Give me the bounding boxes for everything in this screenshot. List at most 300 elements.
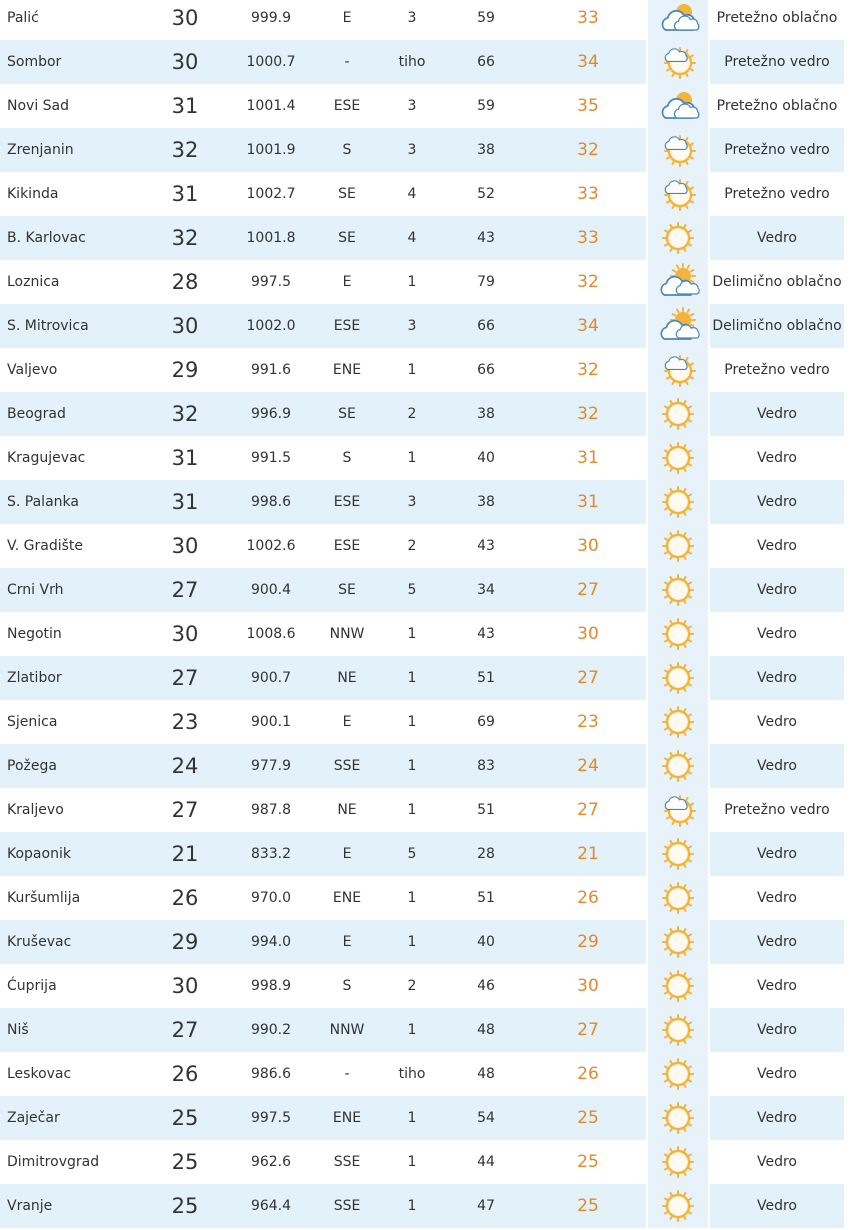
temperature: 29 [140, 920, 230, 964]
table-row-24 [0, 1008, 844, 1052]
pressure: 996.9 [230, 392, 312, 436]
wind-direction: - [312, 1052, 382, 1096]
sun-icon [656, 746, 700, 786]
weather-description: Vedro [710, 216, 844, 260]
weather-icon-cell [646, 260, 710, 304]
pressure: 1002.0 [230, 304, 312, 348]
wind-direction: E [312, 0, 382, 40]
weather-icon-cell [646, 480, 710, 524]
table-row-6 [0, 216, 844, 260]
wind-direction: SE [312, 216, 382, 260]
wind-speed: tiho [382, 40, 442, 84]
wind-speed: 1 [382, 656, 442, 700]
weather-description: Pretežno oblačno [710, 84, 844, 128]
table-row-22 [0, 920, 844, 964]
temperature: 27 [140, 1008, 230, 1052]
weather-icon-cell [646, 700, 710, 744]
pressure: 999.9 [230, 0, 312, 40]
temperature: 25 [140, 1184, 230, 1228]
pressure: 1008.6 [230, 612, 312, 656]
temperature: 29 [140, 348, 230, 392]
weather-icon-cell [646, 920, 710, 964]
temperature: 26 [140, 1052, 230, 1096]
mostly-clear-icon [656, 350, 700, 390]
sun-icon [656, 1054, 700, 1094]
mostly-clear-icon [656, 790, 700, 830]
weather-icon-cell [646, 128, 710, 172]
feels-like-temperature: 33 [530, 0, 646, 40]
wind-speed: 1 [382, 436, 442, 480]
city-name: B. Karlovac [0, 216, 140, 260]
feels-like-temperature: 26 [530, 1052, 646, 1096]
wind-speed: 1 [382, 744, 442, 788]
table-row-13 [0, 524, 844, 568]
weather-description: Vedro [710, 1184, 844, 1228]
wind-direction: ENE [312, 1096, 382, 1140]
temperature: 28 [140, 260, 230, 304]
feels-like-temperature: 30 [530, 612, 646, 656]
sun-icon [656, 218, 700, 258]
table-row-27 [0, 1140, 844, 1184]
temperature: 23 [140, 700, 230, 744]
sun-icon [656, 1098, 700, 1138]
feels-like-temperature: 27 [530, 568, 646, 612]
table-row-11 [0, 436, 844, 480]
pressure: 986.6 [230, 1052, 312, 1096]
humidity: 51 [442, 876, 530, 920]
weather-icon-cell [646, 1008, 710, 1052]
pressure: 962.6 [230, 1140, 312, 1184]
city-name: Vranje [0, 1184, 140, 1228]
temperature: 21 [140, 832, 230, 876]
city-name: Novi Sad [0, 84, 140, 128]
wind-speed: 3 [382, 480, 442, 524]
weather-description: Vedro [710, 1096, 844, 1140]
temperature: 31 [140, 480, 230, 524]
wind-speed: 1 [382, 348, 442, 392]
weather-description: Pretežno vedro [710, 172, 844, 216]
wind-direction: SE [312, 568, 382, 612]
city-name: Niš [0, 1008, 140, 1052]
wind-direction: E [312, 832, 382, 876]
weather-description: Vedro [710, 436, 844, 480]
humidity: 43 [442, 216, 530, 260]
table-row-21 [0, 876, 844, 920]
mostly-clear-icon [656, 174, 700, 214]
temperature: 24 [140, 744, 230, 788]
sun-icon [656, 614, 700, 654]
feels-like-temperature: 24 [530, 744, 646, 788]
temperature: 30 [140, 0, 230, 40]
feels-like-temperature: 35 [530, 84, 646, 128]
feels-like-temperature: 34 [530, 40, 646, 84]
temperature: 32 [140, 216, 230, 260]
temperature: 27 [140, 568, 230, 612]
weather-icon-cell [646, 744, 710, 788]
table-row-23 [0, 964, 844, 1008]
wind-direction: E [312, 700, 382, 744]
weather-description: Pretežno oblačno [710, 0, 844, 40]
humidity: 43 [442, 524, 530, 568]
feels-like-temperature: 30 [530, 964, 646, 1008]
pressure: 1001.8 [230, 216, 312, 260]
wind-direction: S [312, 128, 382, 172]
pressure: 987.8 [230, 788, 312, 832]
pressure: 970.0 [230, 876, 312, 920]
wind-speed: 1 [382, 1184, 442, 1228]
humidity: 66 [442, 40, 530, 84]
weather-description: Pretežno vedro [710, 40, 844, 84]
wind-speed: 3 [382, 304, 442, 348]
humidity: 79 [442, 260, 530, 304]
weather-icon-cell [646, 1140, 710, 1184]
wind-direction: NNW [312, 1008, 382, 1052]
temperature: 27 [140, 656, 230, 700]
pressure: 998.6 [230, 480, 312, 524]
weather-icon-cell [646, 876, 710, 920]
city-name: Ćuprija [0, 964, 140, 1008]
weather-icon-cell [646, 0, 710, 40]
feels-like-temperature: 33 [530, 216, 646, 260]
table-row-15 [0, 612, 844, 656]
weather-icon-cell [646, 612, 710, 656]
wind-direction: ESE [312, 480, 382, 524]
weather-icon-cell [646, 40, 710, 84]
wind-speed: 4 [382, 216, 442, 260]
wind-speed: 2 [382, 964, 442, 1008]
city-name: Kikinda [0, 172, 140, 216]
pressure: 991.5 [230, 436, 312, 480]
weather-description: Vedro [710, 392, 844, 436]
pressure: 1001.9 [230, 128, 312, 172]
feels-like-temperature: 25 [530, 1184, 646, 1228]
weather-icon-cell [646, 656, 710, 700]
weather-description: Pretežno vedro [710, 348, 844, 392]
humidity: 59 [442, 0, 530, 40]
weather-icon-cell [646, 1184, 710, 1228]
table-row-14 [0, 568, 844, 612]
feels-like-temperature: 27 [530, 788, 646, 832]
wind-speed: 1 [382, 1140, 442, 1184]
city-name: Zlatibor [0, 656, 140, 700]
wind-speed: 4 [382, 172, 442, 216]
feels-like-temperature: 26 [530, 876, 646, 920]
weather-description: Delimično oblačno [710, 304, 844, 348]
wind-direction: S [312, 964, 382, 1008]
humidity: 69 [442, 700, 530, 744]
wind-direction: ENE [312, 876, 382, 920]
humidity: 48 [442, 1052, 530, 1096]
wind-direction: SE [312, 172, 382, 216]
wind-speed: 1 [382, 876, 442, 920]
pressure: 997.5 [230, 260, 312, 304]
temperature: 25 [140, 1096, 230, 1140]
weather-description: Vedro [710, 1140, 844, 1184]
humidity: 48 [442, 1008, 530, 1052]
city-name: Leskovac [0, 1052, 140, 1096]
wind-speed: 1 [382, 1096, 442, 1140]
pressure: 1002.6 [230, 524, 312, 568]
partly-cloudy-icon [656, 306, 700, 346]
humidity: 40 [442, 920, 530, 964]
weather-description: Vedro [710, 700, 844, 744]
feels-like-temperature: 32 [530, 348, 646, 392]
wind-speed: 1 [382, 920, 442, 964]
humidity: 38 [442, 128, 530, 172]
wind-direction: E [312, 920, 382, 964]
weather-description: Vedro [710, 568, 844, 612]
table-row-7 [0, 260, 844, 304]
humidity: 43 [442, 612, 530, 656]
pressure: 998.9 [230, 964, 312, 1008]
sun-icon [656, 878, 700, 918]
wind-direction: S [312, 436, 382, 480]
mostly-clear-icon [656, 130, 700, 170]
wind-direction: NE [312, 788, 382, 832]
weather-icon-cell [646, 964, 710, 1008]
feels-like-temperature: 32 [530, 128, 646, 172]
weather-icon-cell [646, 524, 710, 568]
humidity: 34 [442, 568, 530, 612]
table-row-17 [0, 700, 844, 744]
city-name: S. Palanka [0, 480, 140, 524]
weather-icon-cell [646, 568, 710, 612]
city-name: Požega [0, 744, 140, 788]
wind-speed: tiho [382, 1052, 442, 1096]
feels-like-temperature: 32 [530, 392, 646, 436]
humidity: 51 [442, 788, 530, 832]
table-row-4 [0, 128, 844, 172]
table-row-16 [0, 656, 844, 700]
pressure: 991.6 [230, 348, 312, 392]
city-name: S. Mitrovica [0, 304, 140, 348]
wind-direction: SSE [312, 744, 382, 788]
pressure: 964.4 [230, 1184, 312, 1228]
wind-speed: 1 [382, 612, 442, 656]
temperature: 30 [140, 524, 230, 568]
city-name: Palić [0, 0, 140, 40]
weather-icon-cell [646, 436, 710, 480]
feels-like-temperature: 21 [530, 832, 646, 876]
pressure: 900.4 [230, 568, 312, 612]
table-row-8 [0, 304, 844, 348]
feels-like-temperature: 31 [530, 480, 646, 524]
city-name: Kraljevo [0, 788, 140, 832]
table-row-9 [0, 348, 844, 392]
temperature: 32 [140, 128, 230, 172]
feels-like-temperature: 30 [530, 524, 646, 568]
humidity: 59 [442, 84, 530, 128]
sun-icon [656, 922, 700, 962]
pressure: 1000.7 [230, 40, 312, 84]
temperature: 31 [140, 436, 230, 480]
table-row-28 [0, 1184, 844, 1228]
humidity: 38 [442, 480, 530, 524]
weather-icon-cell [646, 172, 710, 216]
weather-icon-cell [646, 216, 710, 260]
temperature: 31 [140, 84, 230, 128]
city-name: Zaječar [0, 1096, 140, 1140]
sun-icon [656, 1142, 700, 1182]
wind-speed: 3 [382, 0, 442, 40]
feels-like-temperature: 31 [530, 436, 646, 480]
wind-speed: 1 [382, 1008, 442, 1052]
sun-icon [656, 966, 700, 1006]
temperature: 30 [140, 964, 230, 1008]
city-name: Kuršumlija [0, 876, 140, 920]
table-row-10 [0, 392, 844, 436]
humidity: 54 [442, 1096, 530, 1140]
pressure: 900.1 [230, 700, 312, 744]
table-row-19 [0, 788, 844, 832]
temperature: 25 [140, 1140, 230, 1184]
humidity: 46 [442, 964, 530, 1008]
humidity: 28 [442, 832, 530, 876]
feels-like-temperature: 33 [530, 172, 646, 216]
weather-icon-cell [646, 1052, 710, 1096]
weather-description: Vedro [710, 612, 844, 656]
feels-like-temperature: 29 [530, 920, 646, 964]
city-name: V. Gradište [0, 524, 140, 568]
wind-speed: 1 [382, 260, 442, 304]
pressure: 997.5 [230, 1096, 312, 1140]
pressure: 990.2 [230, 1008, 312, 1052]
feels-like-temperature: 27 [530, 656, 646, 700]
weather-description: Vedro [710, 964, 844, 1008]
city-name: Negotin [0, 612, 140, 656]
weather-description: Vedro [710, 1052, 844, 1096]
city-name: Sjenica [0, 700, 140, 744]
wind-speed: 3 [382, 128, 442, 172]
table-row-20 [0, 832, 844, 876]
wind-direction: ESE [312, 304, 382, 348]
city-name: Zrenjanin [0, 128, 140, 172]
temperature: 30 [140, 304, 230, 348]
sun-icon [656, 658, 700, 698]
wind-direction: SSE [312, 1140, 382, 1184]
temperature: 32 [140, 392, 230, 436]
table-row-1 [0, 0, 844, 40]
humidity: 66 [442, 348, 530, 392]
wind-speed: 5 [382, 832, 442, 876]
table-row-26 [0, 1096, 844, 1140]
wind-direction: - [312, 40, 382, 84]
wind-speed: 5 [382, 568, 442, 612]
weather-icon-cell [646, 304, 710, 348]
city-name: Kruševac [0, 920, 140, 964]
weather-icon-cell [646, 1096, 710, 1140]
city-name: Kragujevac [0, 436, 140, 480]
humidity: 38 [442, 392, 530, 436]
temperature: 27 [140, 788, 230, 832]
pressure: 994.0 [230, 920, 312, 964]
feels-like-temperature: 32 [530, 260, 646, 304]
weather-icon-cell [646, 84, 710, 128]
table-row-3 [0, 84, 844, 128]
pressure: 833.2 [230, 832, 312, 876]
wind-direction: ENE [312, 348, 382, 392]
wind-direction: SSE [312, 1184, 382, 1228]
city-name: Beograd [0, 392, 140, 436]
mostly-clear-icon [656, 42, 700, 82]
weather-description: Vedro [710, 480, 844, 524]
wind-direction: NE [312, 656, 382, 700]
wind-speed: 1 [382, 788, 442, 832]
weather-description: Vedro [710, 1008, 844, 1052]
city-name: Kopaonik [0, 832, 140, 876]
temperature: 31 [140, 172, 230, 216]
wind-speed: 2 [382, 392, 442, 436]
feels-like-temperature: 25 [530, 1140, 646, 1184]
wind-speed: 3 [382, 84, 442, 128]
weather-description: Vedro [710, 876, 844, 920]
humidity: 40 [442, 436, 530, 480]
sun-icon [656, 394, 700, 434]
table-row-12 [0, 480, 844, 524]
city-name: Sombor [0, 40, 140, 84]
pressure: 1002.7 [230, 172, 312, 216]
feels-like-temperature: 25 [530, 1096, 646, 1140]
wind-direction: SE [312, 392, 382, 436]
mostly-cloudy-icon [656, 0, 700, 38]
table-row-5 [0, 172, 844, 216]
temperature: 30 [140, 612, 230, 656]
weather-icon-cell [646, 788, 710, 832]
city-name: Crni Vrh [0, 568, 140, 612]
wind-speed: 1 [382, 700, 442, 744]
wind-direction: E [312, 260, 382, 304]
temperature: 26 [140, 876, 230, 920]
sun-icon [656, 834, 700, 874]
sun-icon [656, 702, 700, 742]
wind-direction: NNW [312, 612, 382, 656]
table-row-2 [0, 40, 844, 84]
humidity: 47 [442, 1184, 530, 1228]
wind-direction: ESE [312, 84, 382, 128]
feels-like-temperature: 34 [530, 304, 646, 348]
weather-description: Vedro [710, 832, 844, 876]
weather-description: Vedro [710, 744, 844, 788]
city-name: Loznica [0, 260, 140, 304]
humidity: 44 [442, 1140, 530, 1184]
sun-icon [656, 438, 700, 478]
weather-description: Vedro [710, 656, 844, 700]
wind-direction: ESE [312, 524, 382, 568]
pressure: 977.9 [230, 744, 312, 788]
temperature: 30 [140, 40, 230, 84]
city-name: Dimitrovgrad [0, 1140, 140, 1184]
weather-description: Pretežno vedro [710, 128, 844, 172]
feels-like-temperature: 23 [530, 700, 646, 744]
feels-like-temperature: 27 [530, 1008, 646, 1052]
mostly-cloudy-icon [656, 86, 700, 126]
humidity: 83 [442, 744, 530, 788]
humidity: 52 [442, 172, 530, 216]
weather-description: Delimično oblačno [710, 260, 844, 304]
weather-description: Vedro [710, 920, 844, 964]
sun-icon [656, 482, 700, 522]
weather-icon-cell [646, 392, 710, 436]
sun-icon [656, 1010, 700, 1050]
weather-icon-cell [646, 832, 710, 876]
pressure: 900.7 [230, 656, 312, 700]
wind-speed: 2 [382, 524, 442, 568]
sun-icon [656, 526, 700, 566]
pressure: 1001.4 [230, 84, 312, 128]
weather-description: Pretežno vedro [710, 788, 844, 832]
sun-icon [656, 1186, 700, 1226]
table-row-25 [0, 1052, 844, 1096]
